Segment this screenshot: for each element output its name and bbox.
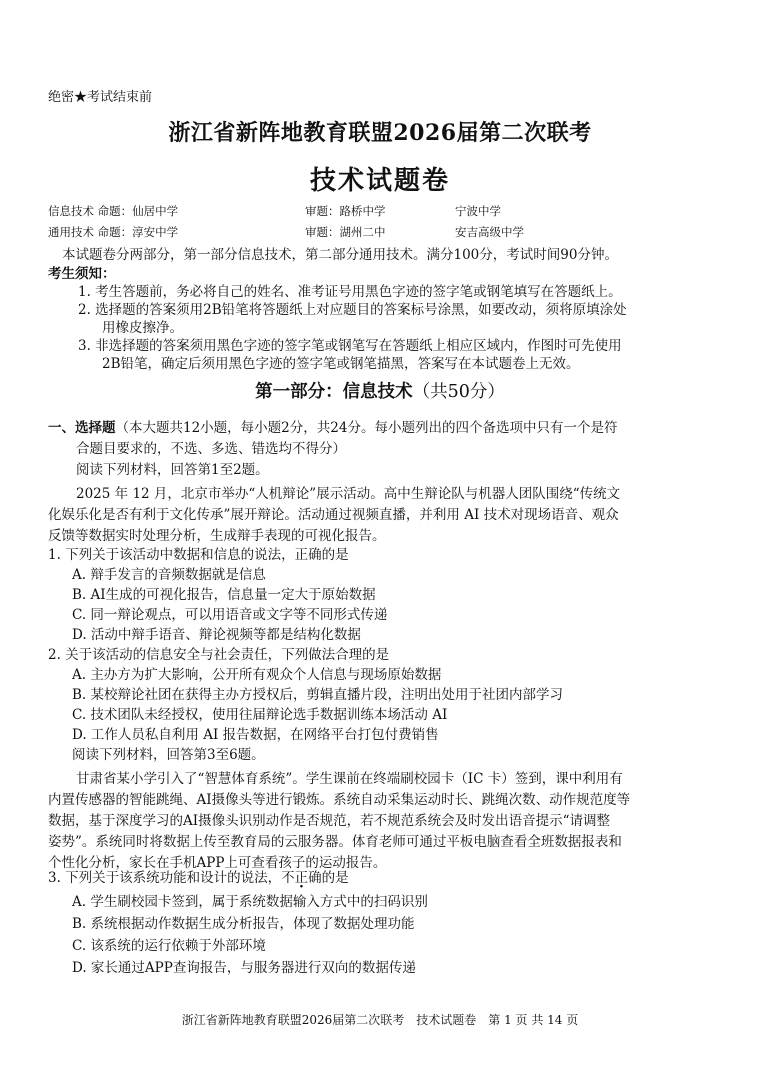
q3-option-a: A. 学生刷校园卡签到，属于系统数据输入方式中的扫码识别 [72, 894, 428, 910]
exam-title: 浙江省新阵地教育联盟2026届第二次联考 [168, 120, 592, 146]
passage1-line: 反馈等数据实时处理分析，生成辩手表现的可视化报告。 [48, 528, 386, 544]
q1-stem: 1. 下列关于该活动中数据和信息的说法，正确的是 [48, 547, 349, 563]
page-footer: 浙江省新阵地教育联盟2026届第二次联考 技术试题卷 第 1 页 共 14 页 [181, 1013, 579, 1027]
q3-stem-post: 的是 [321, 870, 349, 886]
q3-stem [48, 866, 349, 886]
notice-item-3: 3. 非选择题的答案须用黑色字迹的签字笔或钢笔写在答题纸上相应区域内，作图时可先使用 [78, 338, 622, 354]
passage1-line: 化娱乐化是否有利于文化传承”展开辩论。活动通过视频直播，并利用 AI 技术对现场语音、观众 [48, 507, 619, 523]
q3-stem-pre: 3. 下列关于该系统功能和设计的说法， [48, 870, 282, 886]
q3-stem-emphasis: 不正确 [281, 870, 322, 886]
q3-option-b: B. 系统根据动作数据生成分析报告，体现了数据处理功能 [72, 916, 415, 932]
q2-option-a: A. 主办方为扩大影响，公开所有观众个人信息与现场原始数据 [72, 667, 442, 683]
q2-option-d: D. 工作人员私自利用 AI 报告数据，在网络平台打包付费销售 [72, 727, 439, 743]
setter-tech-review: 审题：湖州二中 [305, 225, 386, 239]
choice-intro [48, 416, 617, 436]
choice-label: 一、选择题 [48, 420, 116, 436]
section-heading [0, 378, 760, 403]
q1-option-b: B. AI生成的可视化报告，信息量一定大于原始数据 [72, 587, 376, 603]
q2-option-c: C. 技术团队未经授权，使用往届辩论选手数据训练本场活动 AI [72, 707, 448, 723]
confidential-mark: 绝密★考试结束前 [48, 90, 153, 105]
q1-option-c: C. 同一辩论观点，可以用语音或文字等不同形式传递 [72, 607, 388, 623]
q2-stem: 2. 关于该活动的信息安全与社会责任，下列做法合理的是 [48, 647, 390, 663]
setter-tech-review2: 安吉高级中学 [455, 225, 524, 239]
intro-text: 本试题卷分两部分，第一部分信息技术，第二部分通用技术。满分100分，考试时间90分钟。 [62, 247, 618, 263]
setter-info-review: 审题：路桥中学 [305, 204, 386, 218]
passage2-line: 甘肃省某小学引入了“智慧体育系统”。学生课前在终端刷校园卡（IC 卡）签到，课中利用有 [76, 771, 623, 787]
q3-option-d: D. 家长通过APP查询报告，与服务器进行双向的数据传递 [72, 960, 416, 976]
q1-option-a: A. 辩手发言的音频数据就是信息 [72, 567, 266, 583]
section-title: 第一部分：信息技术 [255, 382, 413, 402]
q1-option-d: D. 活动中辩手语音、辩论视频等都是结构化数据 [72, 627, 361, 643]
notice-heading: 考生须知： [48, 266, 116, 282]
setter-tech-subject: 通用技术 命题：淳安中学 [48, 225, 179, 239]
passage2-line: 数据，基于深度学习的AI摄像头识别动作是否规范，若不规范系统会及时发出语音提示“请调整 [48, 813, 610, 829]
passage2-line: 个性化分析，家长在手机APP上可查看孩子的运动报告。 [48, 855, 387, 871]
notice-item-1: 1. 考生答题前，务必将自己的姓名、准考证号用黑色字迹的签字笔或钢笔填写在答题纸上。 [78, 284, 622, 300]
reading-instruction-1: 阅读下列材料，回答第1至2题。 [76, 462, 269, 478]
passage1-line: 2025 年 12 月，北京市举办“人机辩论”展示活动。高中生辩论队与机器人团队围绕“传统文 [76, 486, 621, 502]
q3-option-c: C. 该系统的运行依赖于外部环境 [72, 938, 266, 954]
setter-info-subject: 信息技术 命题：仙居中学 [48, 204, 179, 218]
notice-item-2-cont: 用橡皮擦净。 [102, 320, 183, 336]
notice-item-3-cont: 2B铅笔，确定后须用黑色字迹的签字笔或钢笔描黑，答案写在本试题卷上无效。 [102, 356, 580, 372]
notice-item-2: 2. 选择题的答案须用2B铅笔将答题纸上对应题目的答案标号涂黑，如要改动，须将原填涂处 [78, 302, 627, 318]
paper-title: 技术试题卷 [309, 166, 450, 196]
passage2-line: 姿势”。系统同时将数据上传至教育局的云服务器。体育老师可通过平板电脑查看全班数据报表和 [48, 834, 622, 850]
section-score: （共50分） [412, 382, 505, 402]
choice-desc-cont: 合题目要求的，不选、多选、错选均不得分） [76, 441, 346, 457]
setter-info-review2: 宁波中学 [455, 204, 501, 218]
choice-desc: （本大题共12小题，每小题2分，共24分。每小题列出的四个备选项中只有一个是符 [115, 420, 618, 436]
q2-option-b: B. 某校辩论社团在获得主办方授权后，剪辑直播片段，注明出处用于社团内部学习 [72, 687, 564, 703]
reading-instruction-2: 阅读下列材料，回答第3至6题。 [72, 747, 265, 763]
passage2-line: 内置传感器的智能跳绳、AI摄像头等进行锻炼。系统自动采集运动时长、跳绳次数、动作规范度等 [48, 792, 631, 808]
